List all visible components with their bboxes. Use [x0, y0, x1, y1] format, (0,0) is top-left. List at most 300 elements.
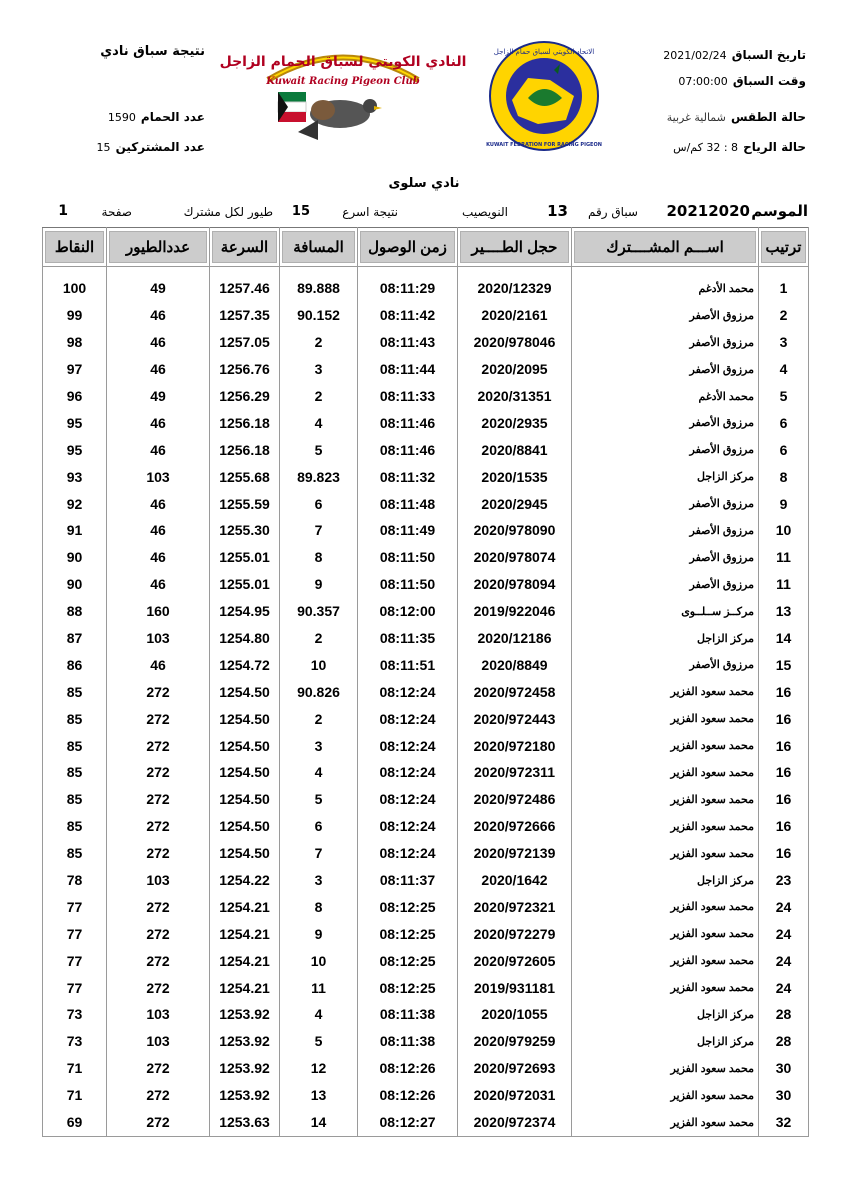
cell-arrival-time: 08:11:29 — [358, 275, 458, 302]
club-logo — [219, 40, 467, 148]
cell-speed: 1257.35 — [210, 302, 280, 329]
cell-speed: 1254.72 — [210, 651, 280, 678]
cell-participant-name: محمد سعود الفزير — [572, 732, 759, 759]
col-header-participant: اســـم المشــــترك — [572, 228, 759, 267]
federation-logo-arabic: الاتحاد الكويتي لسباق حمام الزاجل — [493, 48, 595, 56]
cell-birds: 46 — [107, 517, 210, 544]
cell-speed: 1254.50 — [210, 732, 280, 759]
cell-distance: 6 — [280, 490, 358, 517]
cell-arrival-time: 08:11:48 — [358, 490, 458, 517]
race-date-label: تاريخ السباق — [731, 48, 806, 62]
cell-participant-name: مرزوق الأصفر — [572, 329, 759, 356]
cell-ring: 2020/972139 — [458, 840, 572, 867]
cell-rank: 5 — [759, 383, 809, 410]
cell-rank: 16 — [759, 759, 809, 786]
cell-speed: 1254.50 — [210, 759, 280, 786]
cell-speed: 1254.21 — [210, 974, 280, 1001]
cell-participant-name: محمد سعود الفزير — [572, 840, 759, 867]
table-row — [43, 840, 809, 867]
col-header-speed: السرعة — [210, 228, 280, 267]
cell-arrival-time: 08:11:50 — [358, 544, 458, 571]
cell-distance: 9 — [280, 571, 358, 598]
cell-points: 93 — [43, 463, 107, 490]
cell-ring: 2020/8841 — [458, 436, 572, 463]
cell-rank: 16 — [759, 813, 809, 840]
col-header-arrival-time: زمن الوصول — [358, 228, 458, 267]
cell-distance: 7 — [280, 517, 358, 544]
cell-points: 71 — [43, 1055, 107, 1082]
cell-ring: 2020/972374 — [458, 1109, 572, 1136]
cell-points: 77 — [43, 947, 107, 974]
cell-speed: 1255.01 — [210, 571, 280, 598]
cell-arrival-time: 08:12:24 — [358, 678, 458, 705]
cell-points: 95 — [43, 436, 107, 463]
cell-rank: 6 — [759, 409, 809, 436]
cell-distance: 89.888 — [280, 275, 358, 302]
cell-rank: 4 — [759, 356, 809, 383]
cell-rank: 16 — [759, 705, 809, 732]
table-row — [43, 893, 809, 920]
table-row — [43, 463, 809, 490]
col-header-ring: حجل الطــــير — [458, 228, 572, 267]
cell-arrival-time: 08:11:38 — [358, 1028, 458, 1055]
cell-points: 69 — [43, 1109, 107, 1136]
cell-birds: 272 — [107, 786, 210, 813]
cell-points: 71 — [43, 1082, 107, 1109]
cell-participant-name: مرزوق الأصفر — [572, 544, 759, 571]
cell-speed: 1254.50 — [210, 786, 280, 813]
cell-participant-name: محمد سعود الفزير — [572, 786, 759, 813]
cell-birds: 272 — [107, 705, 210, 732]
cell-birds: 272 — [107, 678, 210, 705]
table-row — [43, 356, 809, 383]
table-row — [43, 1001, 809, 1028]
cell-participant-name: مركــز ســلــوى — [572, 598, 759, 625]
cell-rank: 24 — [759, 920, 809, 947]
cell-ring: 2020/972458 — [458, 678, 572, 705]
cell-speed: 1257.05 — [210, 329, 280, 356]
cell-arrival-time: 08:12:26 — [358, 1082, 458, 1109]
cell-participant-name: مرزوق الأصفر — [572, 490, 759, 517]
cell-arrival-time: 08:11:49 — [358, 517, 458, 544]
cell-points: 88 — [43, 598, 107, 625]
cell-rank: 24 — [759, 947, 809, 974]
cell-participant-name: مركز الزاجل — [572, 1028, 759, 1055]
cell-ring: 2020/972311 — [458, 759, 572, 786]
cell-participant-name: مرزوق الأصفر — [572, 302, 759, 329]
cell-participant-name: محمد سعود الفزير — [572, 974, 759, 1001]
cell-ring: 2020/978046 — [458, 329, 572, 356]
cell-speed: 1254.21 — [210, 920, 280, 947]
cell-distance: 7 — [280, 840, 358, 867]
cell-rank: 1 — [759, 275, 809, 302]
cell-birds: 103 — [107, 463, 210, 490]
cell-distance: 2 — [280, 383, 358, 410]
cell-rank: 28 — [759, 1028, 809, 1055]
cell-arrival-time: 08:11:38 — [358, 1001, 458, 1028]
cell-points: 91 — [43, 517, 107, 544]
cell-rank: 6 — [759, 436, 809, 463]
cell-ring: 2020/1642 — [458, 867, 572, 894]
cell-arrival-time: 08:11:35 — [358, 625, 458, 652]
cell-arrival-time: 08:11:44 — [358, 356, 458, 383]
cell-speed: 1256.18 — [210, 436, 280, 463]
cell-distance: 14 — [280, 1109, 358, 1136]
cell-participant-name: محمد سعود الفزير — [572, 893, 759, 920]
cell-arrival-time: 08:12:24 — [358, 840, 458, 867]
cell-rank: 32 — [759, 1109, 809, 1136]
results-table — [42, 227, 809, 1137]
cell-arrival-time: 08:11:50 — [358, 571, 458, 598]
cell-birds: 272 — [107, 732, 210, 759]
cell-birds: 103 — [107, 625, 210, 652]
cell-points: 77 — [43, 893, 107, 920]
season-value: 20212020 — [666, 202, 750, 220]
cell-points: 85 — [43, 705, 107, 732]
cell-ring: 2020/972031 — [458, 1082, 572, 1109]
cell-participant-name: مرزوق الأصفر — [572, 409, 759, 436]
cell-points: 77 — [43, 974, 107, 1001]
cell-birds: 272 — [107, 974, 210, 1001]
col-header-points: النقاط — [43, 228, 107, 267]
cell-birds: 46 — [107, 490, 210, 517]
cell-ring: 2020/978074 — [458, 544, 572, 571]
race-number-value: 13 — [547, 202, 568, 220]
race-number-label: سباق رقم — [588, 205, 638, 219]
cell-birds: 49 — [107, 383, 210, 410]
cell-ring: 2020/972693 — [458, 1055, 572, 1082]
cell-distance: 10 — [280, 947, 358, 974]
cell-rank: 24 — [759, 893, 809, 920]
cell-rank: 24 — [759, 974, 809, 1001]
cell-arrival-time: 08:11:46 — [358, 409, 458, 436]
cell-speed: 1257.46 — [210, 275, 280, 302]
cell-participant-name: محمد سعود الفزير — [572, 678, 759, 705]
cell-birds: 272 — [107, 1055, 210, 1082]
wind-label: حالة الرياح — [743, 140, 806, 154]
cell-birds: 46 — [107, 436, 210, 463]
cell-participant-name: مركز الزاجل — [572, 1001, 759, 1028]
table-row — [43, 436, 809, 463]
cell-speed: 1254.50 — [210, 678, 280, 705]
cell-points: 98 — [43, 329, 107, 356]
cell-ring: 2019/931181 — [458, 974, 572, 1001]
cell-rank: 11 — [759, 571, 809, 598]
cell-distance: 5 — [280, 786, 358, 813]
cell-birds: 160 — [107, 598, 210, 625]
cell-points: 95 — [43, 409, 107, 436]
cell-ring: 2019/922046 — [458, 598, 572, 625]
table-row — [43, 275, 809, 302]
race-time-line — [678, 70, 806, 89]
table-row — [43, 383, 809, 410]
pigeons-value: 1590 — [107, 111, 136, 124]
cell-birds: 272 — [107, 1082, 210, 1109]
table-row — [43, 598, 809, 625]
cell-birds: 272 — [107, 947, 210, 974]
cell-arrival-time: 08:12:00 — [358, 598, 458, 625]
cell-points: 99 — [43, 302, 107, 329]
cell-ring: 2020/8849 — [458, 651, 572, 678]
table-row — [43, 490, 809, 517]
table-row — [43, 678, 809, 705]
cell-rank: 10 — [759, 517, 809, 544]
cell-arrival-time: 08:11:32 — [358, 463, 458, 490]
cell-birds: 46 — [107, 651, 210, 678]
cell-arrival-time: 08:11:33 — [358, 383, 458, 410]
cell-rank: 14 — [759, 625, 809, 652]
result-title: نتيجة سباق نادي — [100, 44, 205, 59]
table-row — [43, 409, 809, 436]
cell-points: 97 — [43, 356, 107, 383]
cell-participant-name: مركز الزاجل — [572, 625, 759, 652]
table-row — [43, 571, 809, 598]
cell-points: 85 — [43, 813, 107, 840]
cell-ring: 2020/979259 — [458, 1028, 572, 1055]
cell-rank: 16 — [759, 786, 809, 813]
cell-birds: 46 — [107, 356, 210, 383]
cell-birds: 46 — [107, 329, 210, 356]
cell-speed: 1254.21 — [210, 893, 280, 920]
table-row — [43, 705, 809, 732]
cell-rank: 16 — [759, 732, 809, 759]
cell-speed: 1255.30 — [210, 517, 280, 544]
cell-distance: 5 — [280, 436, 358, 463]
cell-ring: 2020/972443 — [458, 705, 572, 732]
cell-points: 87 — [43, 625, 107, 652]
fastest-label: نتيجة اسرع — [342, 205, 398, 219]
table-row — [43, 1055, 809, 1082]
table-row — [43, 544, 809, 571]
cell-arrival-time: 08:11:46 — [358, 436, 458, 463]
col-header-rank: ترتيب — [759, 228, 809, 267]
cell-ring: 2020/972666 — [458, 813, 572, 840]
cell-rank: 30 — [759, 1082, 809, 1109]
cell-speed: 1254.21 — [210, 947, 280, 974]
table-row — [43, 517, 809, 544]
cell-distance: 2 — [280, 625, 358, 652]
table-header-row — [43, 228, 809, 267]
cell-distance: 3 — [280, 356, 358, 383]
cell-participant-name: مركز الزاجل — [572, 867, 759, 894]
participants-label: عدد المشتركين — [115, 140, 205, 154]
race-date-line — [663, 44, 806, 63]
cell-rank: 16 — [759, 840, 809, 867]
weather-value: شمالية غربية — [666, 111, 726, 124]
cell-points: 73 — [43, 1001, 107, 1028]
cell-arrival-time: 08:12:25 — [358, 947, 458, 974]
cell-ring: 2020/1055 — [458, 1001, 572, 1028]
cell-speed: 1254.50 — [210, 813, 280, 840]
cell-rank: 15 — [759, 651, 809, 678]
cell-distance: 3 — [280, 732, 358, 759]
federation-logo-english: KUWAIT FEDRATION FOR RACING PIGEON — [486, 142, 602, 148]
table-row — [43, 1082, 809, 1109]
cell-distance: 6 — [280, 813, 358, 840]
cell-birds: 46 — [107, 571, 210, 598]
cell-birds: 272 — [107, 1109, 210, 1136]
cell-participant-name: مرزوق الأصفر — [572, 356, 759, 383]
cell-ring: 2020/2161 — [458, 302, 572, 329]
cell-ring: 2020/978090 — [458, 517, 572, 544]
cell-speed: 1256.29 — [210, 383, 280, 410]
cell-ring: 2020/972486 — [458, 786, 572, 813]
cell-rank: 30 — [759, 1055, 809, 1082]
cell-speed: 1255.59 — [210, 490, 280, 517]
cell-arrival-time: 08:12:24 — [358, 732, 458, 759]
cell-birds: 272 — [107, 893, 210, 920]
table-spacer-row — [43, 267, 809, 276]
cell-speed: 1255.01 — [210, 544, 280, 571]
cell-distance: 2 — [280, 705, 358, 732]
participants-value: 15 — [96, 141, 111, 154]
table-row — [43, 813, 809, 840]
cell-ring: 2020/2095 — [458, 356, 572, 383]
cell-distance: 89.823 — [280, 463, 358, 490]
cell-speed: 1254.50 — [210, 705, 280, 732]
cell-participant-name: محمد سعود الفزير — [572, 813, 759, 840]
cell-arrival-time: 08:12:24 — [358, 786, 458, 813]
cell-ring: 2020/972321 — [458, 893, 572, 920]
wind-line — [673, 136, 806, 155]
per-member-label: طيور لكل مشترك — [183, 205, 273, 219]
cell-birds: 46 — [107, 544, 210, 571]
pigeons-line — [108, 106, 205, 125]
race-date-value: 2021/02/24 — [663, 49, 727, 62]
col-header-distance: المسافة — [280, 228, 358, 267]
cell-points: 85 — [43, 732, 107, 759]
table-row — [43, 759, 809, 786]
cell-distance: 8 — [280, 893, 358, 920]
cell-birds: 272 — [107, 920, 210, 947]
cell-arrival-time: 08:12:26 — [358, 1055, 458, 1082]
wind-value: 8 : 32 كم/س — [673, 141, 739, 154]
cell-arrival-time: 08:11:51 — [358, 651, 458, 678]
cell-ring: 2020/12186 — [458, 625, 572, 652]
cell-participant-name: محمد الأدغم — [572, 383, 759, 410]
table-row — [43, 625, 809, 652]
cell-arrival-time: 08:12:24 — [358, 705, 458, 732]
page-label: صفحة — [101, 205, 132, 219]
cell-participant-name: محمد سعود الفزير — [572, 1055, 759, 1082]
club-logo-english: Kuwait Racing Pigeon Club — [266, 76, 420, 87]
cell-distance: 5 — [280, 1028, 358, 1055]
page-number: 1 — [58, 203, 68, 219]
cell-birds: 103 — [107, 1028, 210, 1055]
table-row — [43, 867, 809, 894]
cell-distance: 9 — [280, 920, 358, 947]
cell-participant-name: محمد سعود الفزير — [572, 759, 759, 786]
cell-distance: 4 — [280, 409, 358, 436]
cell-birds: 46 — [107, 302, 210, 329]
cell-points: 96 — [43, 383, 107, 410]
cell-points: 85 — [43, 786, 107, 813]
cell-ring: 2020/31351 — [458, 383, 572, 410]
table-row — [43, 651, 809, 678]
cell-rank: 8 — [759, 463, 809, 490]
cell-rank: 3 — [759, 329, 809, 356]
table-row — [43, 1028, 809, 1055]
cell-birds: 272 — [107, 840, 210, 867]
cell-rank: 13 — [759, 598, 809, 625]
cell-ring: 2020/12329 — [458, 275, 572, 302]
cell-arrival-time: 08:11:43 — [358, 329, 458, 356]
cell-points: 86 — [43, 651, 107, 678]
cell-rank: 28 — [759, 1001, 809, 1028]
race-location: النويصيب — [462, 205, 508, 219]
cell-distance: 3 — [280, 867, 358, 894]
cell-points: 77 — [43, 920, 107, 947]
cell-participant-name: محمد سعود الفزير — [572, 947, 759, 974]
table-row — [43, 1109, 809, 1136]
cell-ring: 2020/972180 — [458, 732, 572, 759]
cell-speed: 1253.92 — [210, 1001, 280, 1028]
cell-rank: 11 — [759, 544, 809, 571]
cell-birds: 49 — [107, 275, 210, 302]
cell-arrival-time: 08:12:25 — [358, 920, 458, 947]
cell-points: 90 — [43, 571, 107, 598]
cell-distance: 10 — [280, 651, 358, 678]
cell-speed: 1256.76 — [210, 356, 280, 383]
table-row — [43, 786, 809, 813]
table-row — [43, 974, 809, 1001]
race-meta-row — [42, 200, 808, 226]
cell-speed: 1253.92 — [210, 1082, 280, 1109]
cell-participant-name: مرزوق الأصفر — [572, 571, 759, 598]
table-row — [43, 732, 809, 759]
weather-line — [667, 106, 806, 125]
cell-participant-name: محمد الأدغم — [572, 275, 759, 302]
cell-arrival-time: 08:11:37 — [358, 867, 458, 894]
cell-participant-name: محمد سعود الفزير — [572, 1082, 759, 1109]
cell-ring: 2020/2935 — [458, 409, 572, 436]
cell-arrival-time: 08:12:24 — [358, 813, 458, 840]
cell-arrival-time: 08:12:25 — [358, 974, 458, 1001]
cell-birds: 272 — [107, 759, 210, 786]
cell-ring: 2020/972279 — [458, 920, 572, 947]
cell-points: 85 — [43, 840, 107, 867]
weather-label: حالة الطقس — [730, 110, 806, 124]
cell-points: 78 — [43, 867, 107, 894]
col-header-birds: عددالطيور — [107, 228, 210, 267]
cell-participant-name: محمد سعود الفزير — [572, 705, 759, 732]
cell-participant-name: مركز الزاجل — [572, 463, 759, 490]
cell-points: 92 — [43, 490, 107, 517]
cell-speed: 1253.63 — [210, 1109, 280, 1136]
cell-speed: 1254.22 — [210, 867, 280, 894]
cell-distance: 8 — [280, 544, 358, 571]
cell-ring: 2020/2945 — [458, 490, 572, 517]
cell-rank: 2 — [759, 302, 809, 329]
cell-rank: 16 — [759, 678, 809, 705]
cell-distance: 2 — [280, 329, 358, 356]
cell-speed: 1253.92 — [210, 1028, 280, 1055]
cell-distance: 13 — [280, 1082, 358, 1109]
cell-distance: 11 — [280, 974, 358, 1001]
season-label: الموسم — [751, 202, 808, 220]
cell-speed: 1254.80 — [210, 625, 280, 652]
cell-participant-name: مرزوق الأصفر — [572, 517, 759, 544]
cell-participant-name: مرزوق الأصفر — [572, 651, 759, 678]
race-time-value: 07:00:00 — [678, 75, 728, 88]
cell-points: 85 — [43, 678, 107, 705]
cell-points: 73 — [43, 1028, 107, 1055]
federation-logo — [488, 40, 600, 152]
cell-rank: 9 — [759, 490, 809, 517]
cell-distance: 12 — [280, 1055, 358, 1082]
cell-rank: 23 — [759, 867, 809, 894]
cell-participant-name: محمد سعود الفزير — [572, 920, 759, 947]
